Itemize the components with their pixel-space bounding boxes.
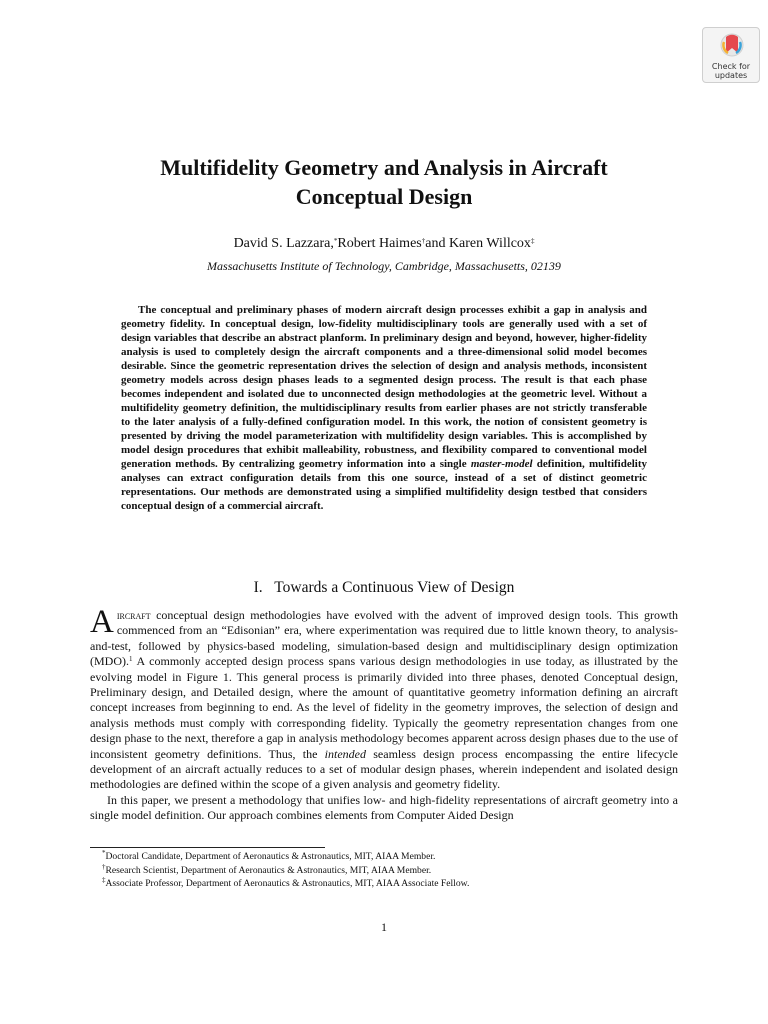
check-for-updates-badge[interactable] bbox=[702, 27, 760, 83]
footnote-2-text: Research Scientist, Department of Aeronautics & Astronautics, MIT, AIAA Member. bbox=[105, 864, 432, 876]
footnote-1-text: Doctoral Candidate, Department of Aeronautics & Astronautics, MIT, AIAA Member. bbox=[105, 851, 436, 862]
footnote-3-text: Associate Professor, Department of Aeronautics & Astronautics, MIT, AIAA Associate Fellow. bbox=[105, 878, 470, 889]
author-3: and Karen Willcox bbox=[425, 236, 531, 251]
paragraph-1a: conceptual design methodologies have evolved with the advent of improved design tools. This growth commenced from an “Edisonian” era, where experimentation was required due to little known theory, to analysis-and-test, followed by physics-based modeling, simulation-based design and multidisciplinary design optimization (MDO). bbox=[90, 608, 678, 669]
abstract-part1: The conceptual and preliminary phases of modern aircraft design processes exhibit a gap in analysis and geometry fidelity. In conceptual design, low-fidelity multidisciplinary tools are generally used with a set of design variables that describe an abstract planform. In preliminary design and beyond, however, higher-fidelity analysis is used to completely design the aircraft components and a three-dimensional solid model becomes desirable. Since the geometric representation drives the selection of design and analysis methods, inconsistent geometry models across design phases leads to a segmented design process. The result is that each phase becomes independent and isolated due to unconnected design methodologies at the geometric level. Without a multifidelity geometry definition, the multidisciplinary results from earlier phases are not strictly transferable to the later analysis of a fully-defined configuration model. In this work, the notion of consistent geometry is presented by driving the model parameterization with multifidelity design variables. This is accomplished by model design procedures that exhibit malleability, robustness, and flexibility compared to conventional model generation methods. By centralizing geometry information into a single bbox=[121, 304, 647, 470]
author-2: Robert Haimes bbox=[337, 236, 422, 251]
author-1-mark: * bbox=[333, 237, 338, 245]
badge-line2: updates bbox=[714, 71, 748, 80]
paragraph-1-emphasis: intended bbox=[324, 746, 366, 761]
footnote-2 bbox=[90, 864, 678, 878]
footnote-1-mark: * bbox=[102, 849, 106, 857]
smallcaps-word: ircraft bbox=[116, 608, 151, 622]
title-line2: Conceptual Design bbox=[295, 184, 473, 209]
section-heading bbox=[90, 578, 678, 598]
page-number: 1 bbox=[381, 920, 387, 934]
paragraph-2: In this paper, we present a methodology that unifies low- and high-fidelity representations of aircraft geometry into a single model definition. Our approach combines elements from Computer Aided Design bbox=[90, 792, 678, 823]
paragraph-1c: seamless design process encompassing the entire lifecycle development of an aircraft actually reduces to a set of modular design phases, wherein independent and isolated design methodologies are defined within the scope of a given analysis and geometry fidelity. bbox=[90, 746, 678, 792]
author-3-mark: ‡ bbox=[530, 237, 535, 245]
bookmark-ribbon-icon bbox=[720, 33, 744, 61]
abstract-part2: definition, multifidelity analyses can extract configuration details from this one source, instead of a set of distinct geometric representations. Our methods are demonstrated using a simplified multifidelity design testbed that considers conceptual design of a commercial aircraft. bbox=[121, 458, 647, 512]
paragraph-1 bbox=[90, 604, 678, 793]
title-line1: Multifidelity Geometry and Analysis in Aircraft bbox=[160, 155, 608, 180]
footnote-1 bbox=[90, 850, 678, 864]
abstract bbox=[121, 303, 647, 513]
footnotes bbox=[90, 850, 678, 891]
footnote-2-mark: † bbox=[102, 862, 106, 871]
drop-cap: A bbox=[90, 604, 114, 640]
badge-line1: Check for bbox=[711, 62, 751, 71]
citation-1[interactable]: 1 bbox=[129, 655, 133, 664]
section-title: Towards a Continuous View of Design bbox=[274, 579, 515, 596]
paragraph-1b: A commonly accepted design process spans various design methodologies in use today, as illustrated by the evolving model in Figure 1. This general process is primarily divided into three phases, denoted Conceptual design, Preliminary design, and Detailed design, where the amount of quantitative geometry information defining an aircraft concept increases from beginning to end. As the level of fidelity in the geometry improves, the selection of design and analysis methods must comply with corresponding fidelity. Typically the geometry representation changes from one design phase to the next, therefore a gap in analysis methodology becomes apparent across design phases due to the use of inconsistent geometry definitions. Thus, the bbox=[90, 654, 678, 761]
author-1: David S. Lazzara, bbox=[233, 236, 334, 251]
author-list bbox=[80, 235, 688, 253]
section-number: I. bbox=[253, 579, 263, 596]
abstract-emphasis: master-model bbox=[470, 458, 533, 470]
footnote-3 bbox=[90, 877, 678, 891]
body-text bbox=[90, 604, 678, 824]
paper-title bbox=[80, 153, 688, 211]
badge-text bbox=[703, 62, 759, 80]
affiliation: Massachusetts Institute of Technology, Cambridge, Massachusetts, 02139 bbox=[207, 259, 561, 273]
author-2-mark: † bbox=[421, 237, 426, 245]
footnote-divider bbox=[90, 847, 325, 848]
footnote-3-mark: ‡ bbox=[102, 876, 106, 884]
